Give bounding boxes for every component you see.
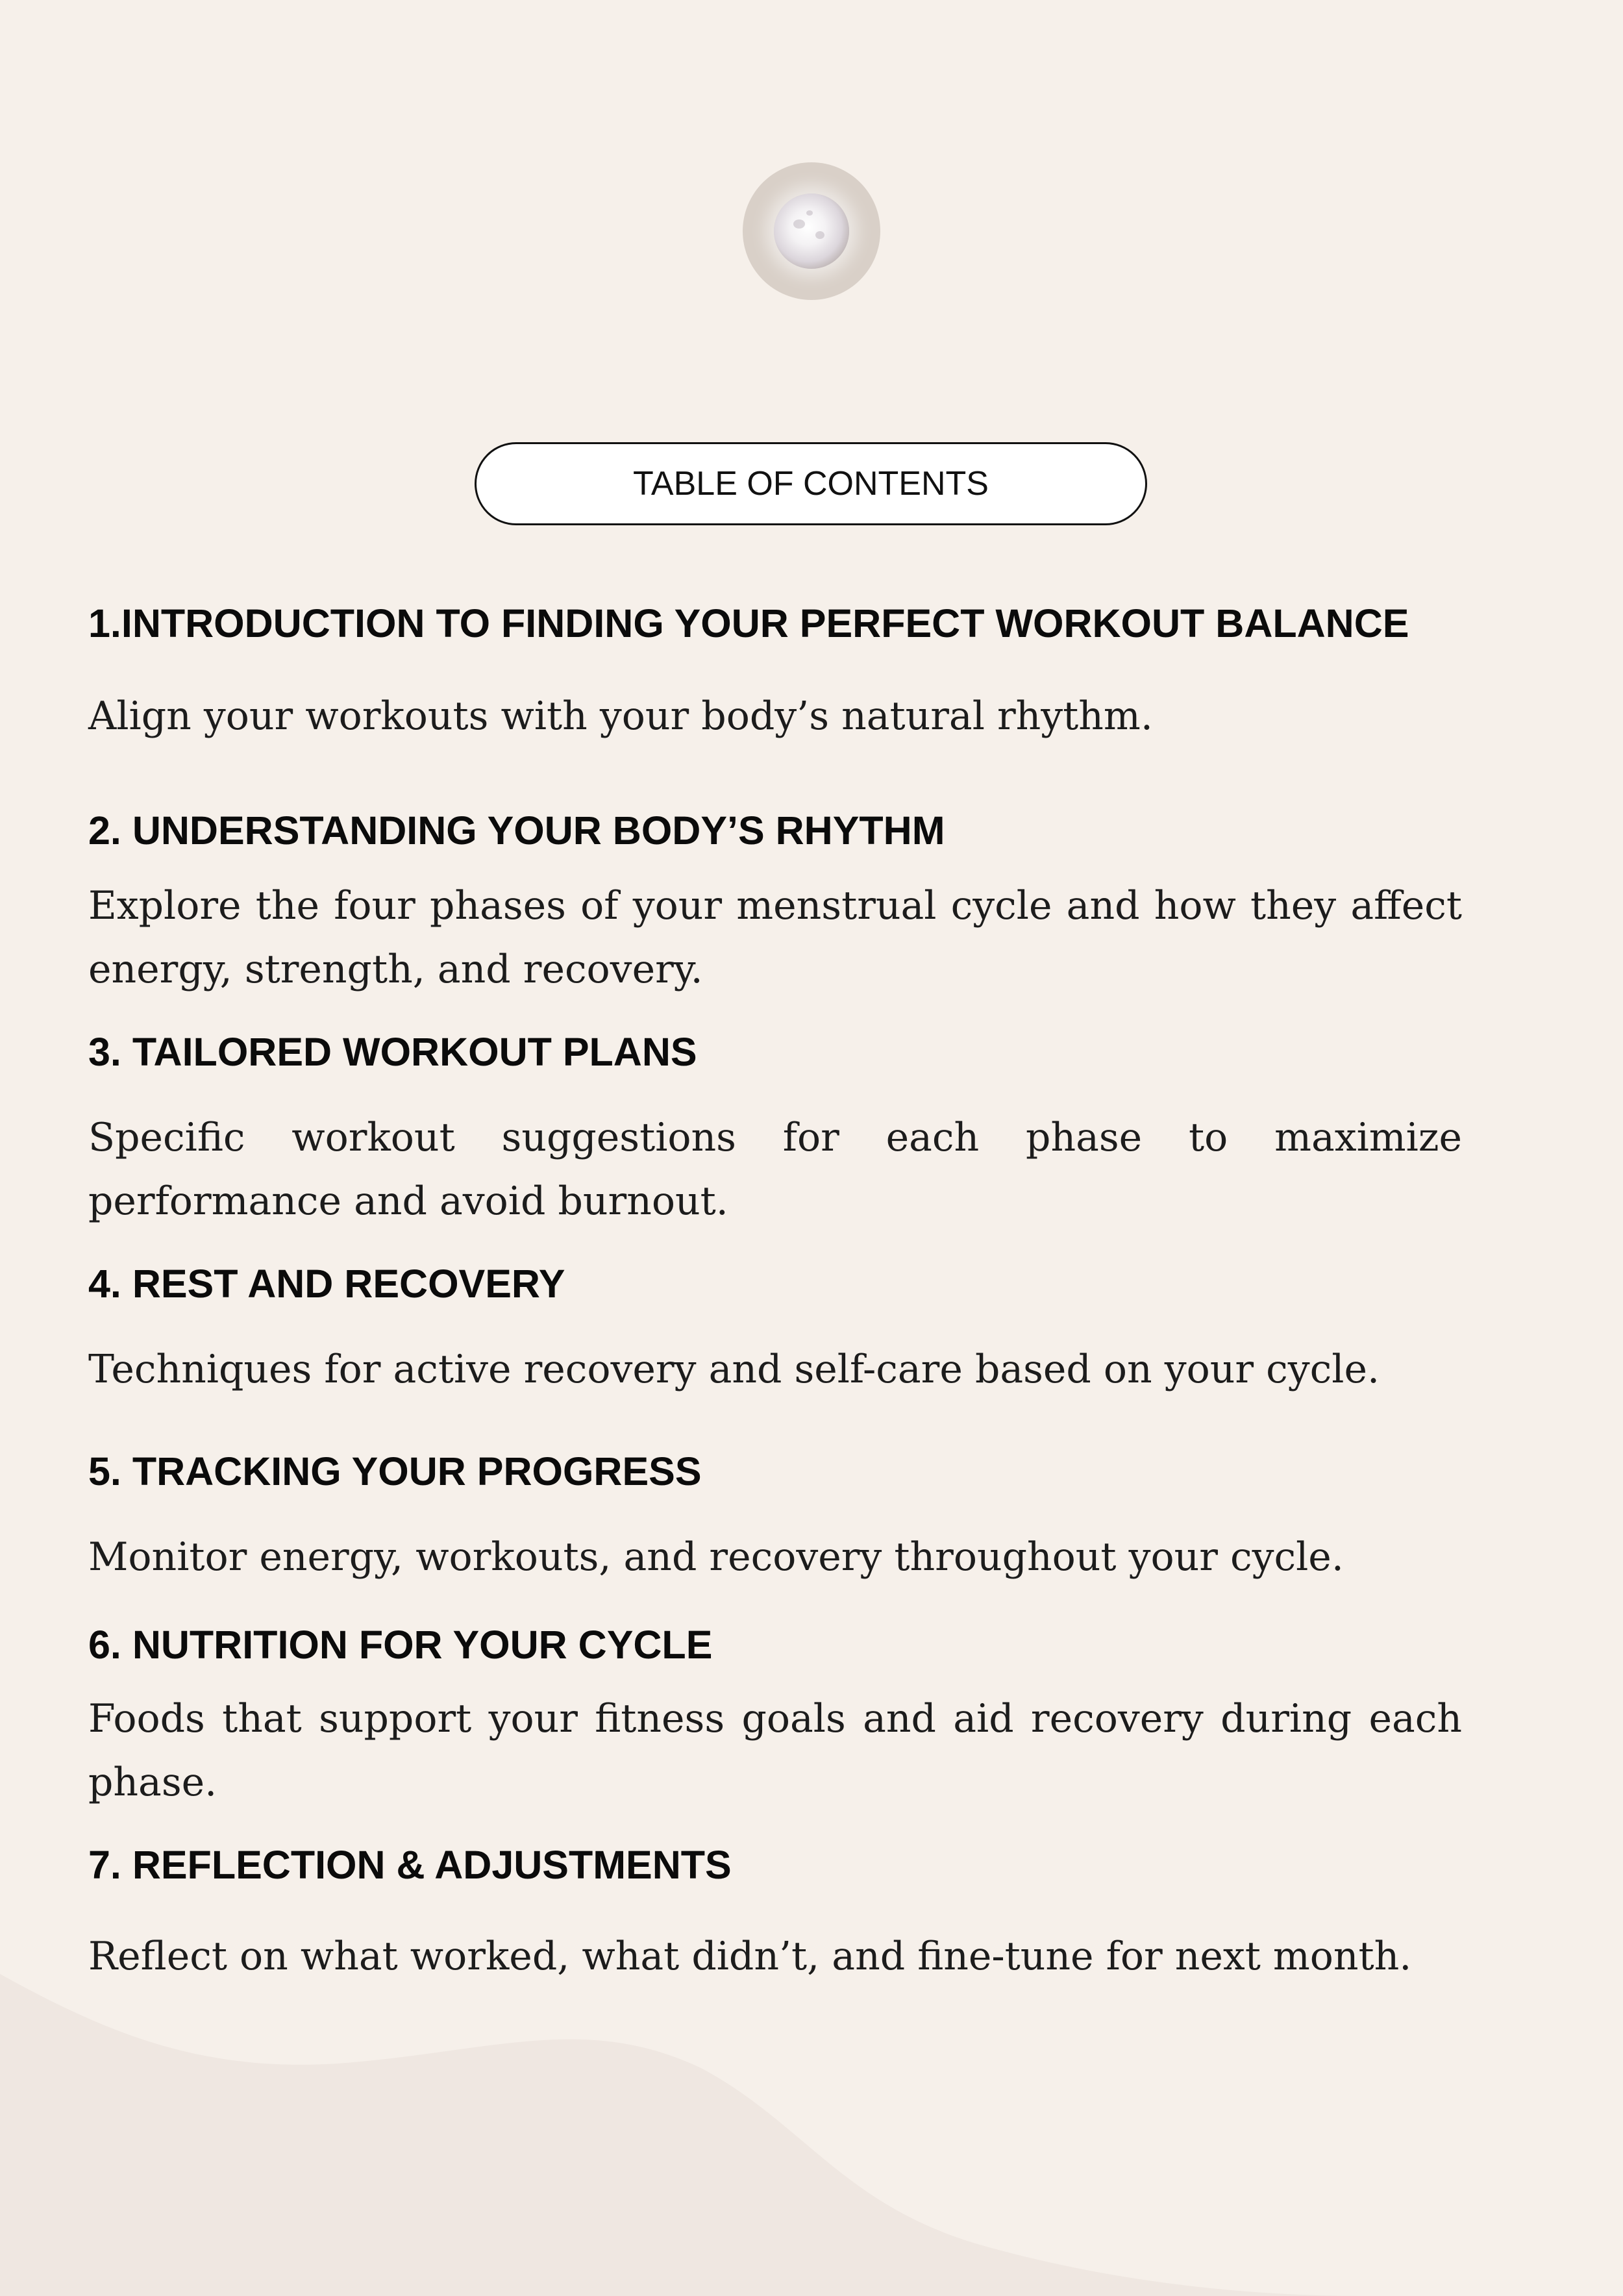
moon-badge <box>743 162 880 300</box>
section-heading-3: 3. TAILORED WORKOUT PLANS <box>88 1030 697 1074</box>
section-description-4: Techniques for active recovery and self-care based on your cycle. <box>88 1347 1380 1392</box>
section-description-3: Specific workout suggestions for each phase to maximize performance and avoid burnout. <box>88 1115 1462 1224</box>
section-description-7: Reflect on what worked, what didn’t, and fine-tune for next month. <box>88 1934 1412 1979</box>
section-heading-1: 1.INTRODUCTION TO FINDING YOUR PERFECT WORKOUT BALANCE <box>88 601 1409 645</box>
section-description-5: Monitor energy, workouts, and recovery throughout your cycle. <box>88 1534 1344 1580</box>
section-heading-6: 6. NUTRITION FOR YOUR CYCLE <box>88 1623 713 1667</box>
section-heading-4: 4. REST AND RECOVERY <box>88 1262 565 1306</box>
section-description-1: Align your workouts with your body’s natural rhythm. <box>88 693 1153 739</box>
section-heading-2: 2. UNDERSTANDING YOUR BODY’S RHYTHM <box>88 808 945 853</box>
table-of-contents-title: TABLE OF CONTENTS <box>475 442 1147 525</box>
section-heading-7: 7. REFLECTION & ADJUSTMENTS <box>88 1843 732 1887</box>
moon-icon <box>774 193 849 269</box>
section-heading-5: 5. TRACKING YOUR PROGRESS <box>88 1449 702 1493</box>
section-description-2: Explore the four phases of your menstrual cycle and how they affect energy, strength, and recovery. <box>88 883 1462 992</box>
section-description-6: Foods that support your fitness goals and aid recovery during each phase. <box>88 1696 1462 1805</box>
